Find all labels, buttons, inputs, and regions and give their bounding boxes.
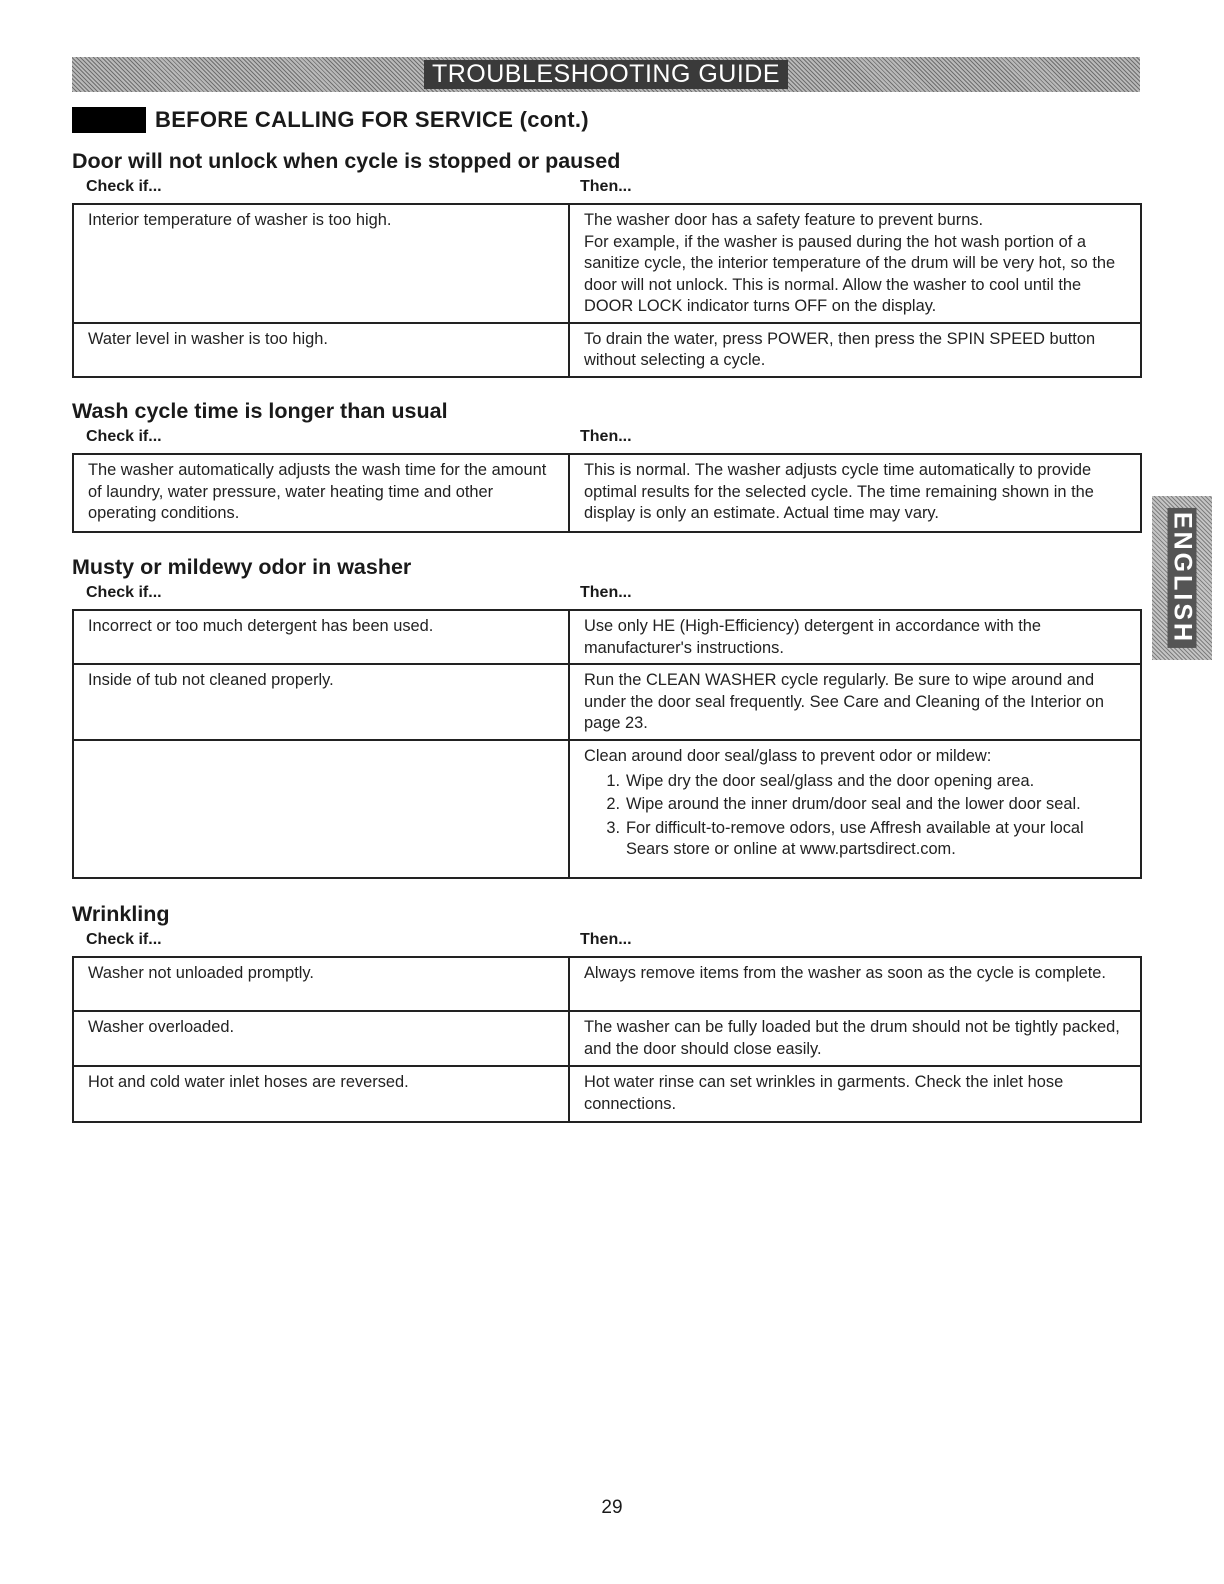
then-cell: Run the CLEAN WASHER cycle regularly. Be sure to wipe around and under the door seal frequently. See Care and Cleaning of the Interior on page 23. <box>569 664 1141 740</box>
then-line: For example, if the washer is paused during the hot wash portion of a sanitize cycle, the interior temperature of the drum will be very hot, so the door will not unlock. This is normal. Allow the washer to cool until the DOOR LOCK indicator turns OFF on the display. <box>584 232 1116 315</box>
check-cell: Washer not unloaded promptly. <box>73 957 569 1011</box>
section-marker <box>72 107 146 133</box>
table-row <box>73 1066 1141 1122</box>
check-if-header: Check if... <box>86 178 162 195</box>
then-cell: Hot water rinse can set wrinkles in garments. Check the inlet hose connections. <box>569 1066 1141 1122</box>
then-cell: This is normal. The washer adjusts cycle time automatically to provide optimal results for the selected cycle. The time remaining shown in the display is only an estimate. Actual time may vary. <box>569 454 1141 532</box>
section-title: BEFORE CALLING FOR SERVICE (cont.) <box>155 107 589 132</box>
check-cell: Incorrect or too much detergent has been used. <box>73 610 569 664</box>
table-row <box>73 740 1141 878</box>
language-tab <box>1152 496 1212 660</box>
topic-wrinkling <box>72 901 1140 1123</box>
table-row <box>73 610 1141 664</box>
check-cell: Interior temperature of washer is too high. <box>73 204 569 323</box>
list-item <box>584 794 1130 816</box>
check-cell: Inside of tub not cleaned properly. <box>73 664 569 740</box>
topic-door-unlock <box>72 148 1140 378</box>
check-if-header: Check if... <box>86 584 162 601</box>
column-headers <box>72 428 1140 448</box>
guide-banner <box>72 57 1140 92</box>
table-row <box>73 664 1141 740</box>
then-cell <box>569 740 1141 878</box>
topic-title: Musty or mildewy odor in washer <box>72 555 412 579</box>
then-cell: The washer can be fully loaded but the drum should not be tightly packed, and the door should close easily. <box>569 1011 1141 1066</box>
page-number: 29 <box>601 1497 623 1518</box>
table-row <box>73 323 1141 377</box>
step-number: 3. <box>606 818 620 837</box>
table-row <box>73 204 1141 323</box>
list-item <box>584 771 1130 793</box>
column-headers <box>72 178 1140 198</box>
then-header: Then... <box>580 584 632 601</box>
check-cell: Hot and cold water inlet hoses are reversed. <box>73 1066 569 1122</box>
step-text: For difficult-to-remove odors, use Affresh available at your local Sears store or online at www.partsdirect.com. <box>626 818 1084 858</box>
then-line: The washer door has a safety feature to prevent burns. <box>584 211 984 229</box>
check-cell <box>73 740 569 878</box>
then-header: Then... <box>580 178 632 195</box>
table-row <box>73 1011 1141 1066</box>
column-headers <box>72 931 1140 951</box>
then-line: Clean around door seal/glass to prevent odor or mildew: <box>584 747 992 765</box>
troubleshooting-table <box>72 609 1142 879</box>
troubleshooting-table <box>72 453 1142 533</box>
step-text: Wipe dry the door seal/glass and the door opening area. <box>626 771 1035 790</box>
table-row <box>73 957 1141 1011</box>
language-label: ENGLISH <box>1168 508 1197 648</box>
check-if-header: Check if... <box>86 428 162 445</box>
then-cell: Always remove items from the washer as soon as the cycle is complete. <box>569 957 1141 1011</box>
topic-wash-cycle-time <box>72 398 1140 533</box>
column-headers <box>72 584 1140 604</box>
table-row <box>73 454 1141 532</box>
topic-title: Door will not unlock when cycle is stopped or paused <box>72 149 621 173</box>
list-item <box>584 818 1130 861</box>
then-header: Then... <box>580 931 632 948</box>
topic-title: Wrinkling <box>72 902 170 926</box>
then-cell <box>569 204 1141 323</box>
check-cell: Water level in washer is too high. <box>73 323 569 377</box>
step-number: 1. <box>606 771 620 790</box>
check-if-header: Check if... <box>86 931 162 948</box>
then-header: Then... <box>580 428 632 445</box>
banner-title: TROUBLESHOOTING GUIDE <box>424 60 788 89</box>
cleaning-steps <box>584 771 1130 861</box>
then-cell: To drain the water, press POWER, then press the SPIN SPEED button without selecting a cycle. <box>569 323 1141 377</box>
troubleshooting-table <box>72 203 1142 378</box>
step-number: 2. <box>606 795 620 813</box>
check-cell: The washer automatically adjusts the wash time for the amount of laundry, water pressure, water heating time and other operating conditions. <box>73 454 569 532</box>
topic-musty-odor <box>72 554 1140 879</box>
check-cell: Washer overloaded. <box>73 1011 569 1066</box>
section-header <box>72 105 589 135</box>
topic-title: Wash cycle time is longer than usual <box>72 399 448 423</box>
step-text: Wipe around the inner drum/door seal and the lower door seal. <box>626 795 1081 813</box>
troubleshooting-table <box>72 956 1142 1123</box>
then-cell: Use only HE (High-Efficiency) detergent in accordance with the manufacturer's instructions. <box>569 610 1141 664</box>
